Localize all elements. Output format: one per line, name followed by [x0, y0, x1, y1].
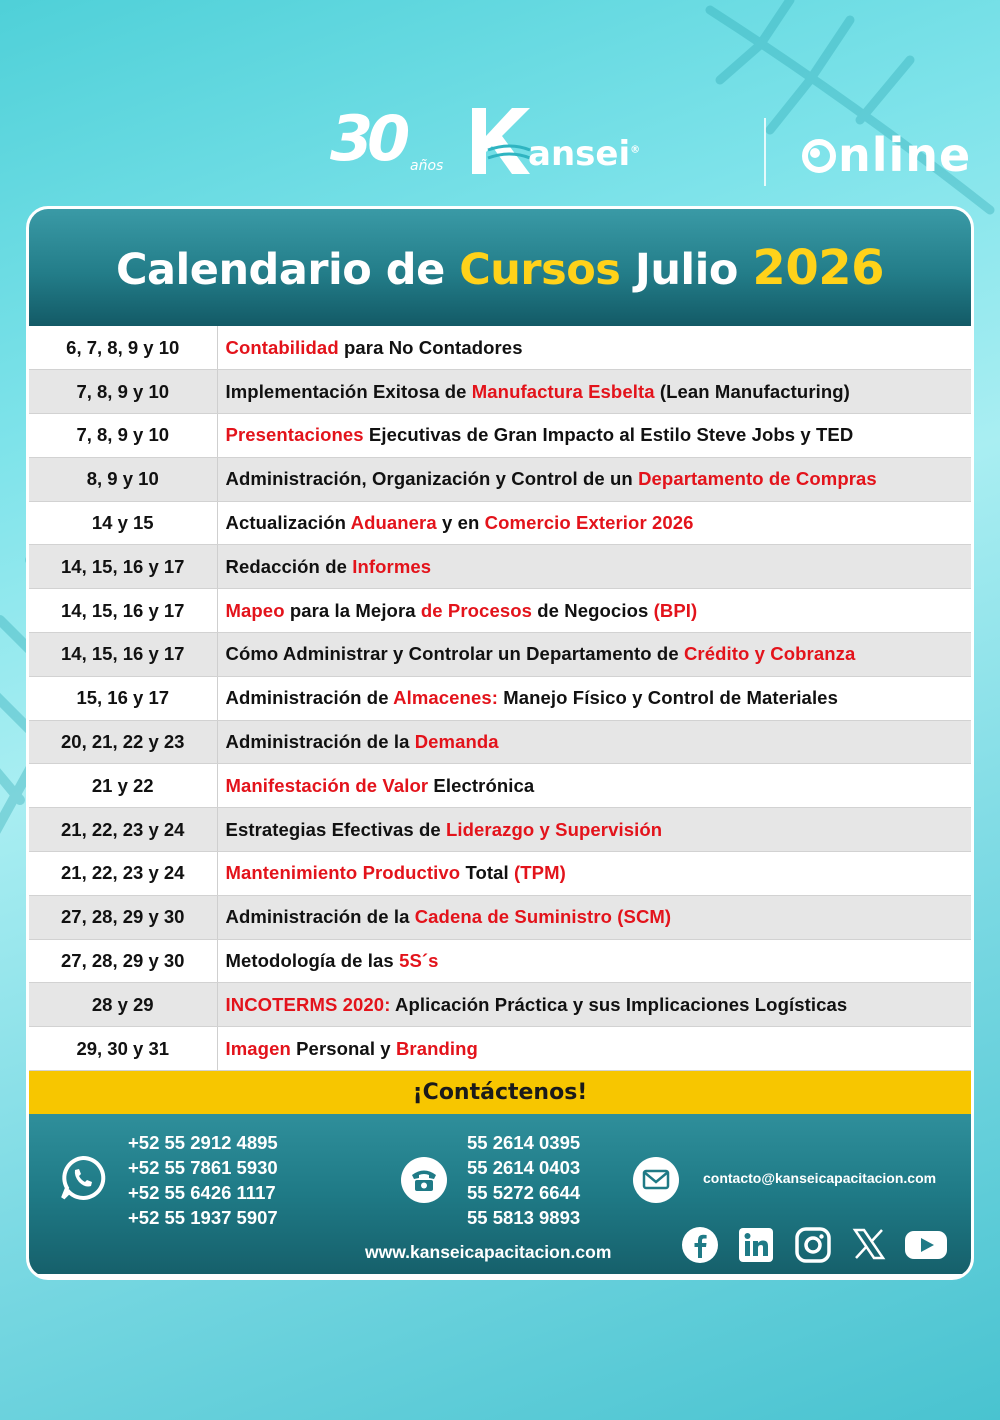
whatsapp-icon[interactable]: [59, 1154, 107, 1202]
course-row: [29, 852, 971, 896]
header: [0, 100, 1000, 190]
contact-footer: [29, 1114, 971, 1274]
whatsapp-number[interactable]: +52 55 2912 4895: [128, 1132, 278, 1154]
online-text: nline: [838, 128, 972, 182]
course-dates: 7, 8, 9 y 10: [29, 370, 217, 414]
course-title-text: de Negocios: [532, 599, 654, 621]
course-row: [29, 1027, 971, 1071]
email-link[interactable]: contacto@kanseicapacitacion.com: [703, 1170, 937, 1187]
brand-years: 30: [330, 102, 405, 175]
course-title-text: y en: [436, 512, 485, 534]
course-title-highlight: Demanda: [414, 731, 499, 753]
course-title-highlight: Manufactura Esbelta: [471, 380, 655, 402]
course-title-highlight: (BPI): [653, 599, 698, 621]
course-title-highlight: Mantenimiento Productivo: [225, 862, 461, 884]
course-row: [29, 720, 971, 764]
course-row: [29, 326, 971, 370]
whatsapp-numbers: [128, 1130, 278, 1230]
course-title: [217, 370, 971, 414]
course-title: [217, 326, 971, 370]
course-title-highlight: de Procesos: [420, 599, 533, 621]
course-title: [217, 1027, 971, 1071]
course-dates: 14 y 15: [29, 501, 217, 545]
facebook-icon[interactable]: [681, 1226, 719, 1264]
course-title-text: Administración de: [225, 687, 394, 709]
course-dates: 21, 22, 23 y 24: [29, 808, 217, 852]
registered-mark: ®: [630, 144, 641, 156]
phone-icon[interactable]: [401, 1157, 447, 1203]
course-row: [29, 808, 971, 852]
online-logo: [802, 128, 971, 182]
contact-title: ¡Contáctenos!: [412, 1080, 588, 1106]
course-row: [29, 939, 971, 983]
title-bar: [29, 209, 971, 326]
linkedin-icon[interactable]: [737, 1226, 775, 1264]
header-divider: [764, 118, 766, 186]
course-title: [217, 501, 971, 545]
course-title-text: Ejecutivas de Gran Impacto al Estilo Steve Jobs y TED: [363, 424, 854, 446]
course-title-highlight: Manifestación de Valor: [225, 774, 429, 796]
title-part: Calendario de: [115, 244, 460, 295]
course-dates: 21, 22, 23 y 24: [29, 852, 217, 896]
course-title: [217, 414, 971, 458]
course-row: [29, 633, 971, 677]
whatsapp-number[interactable]: +52 55 7861 5930: [128, 1157, 278, 1179]
course-title-highlight: Imagen: [225, 1037, 291, 1059]
course-dates: 27, 28, 29 y 30: [29, 939, 217, 983]
course-title-highlight: Liderazgo y Supervisión: [446, 818, 663, 840]
course-dates: 14, 15, 16 y 17: [29, 589, 217, 633]
course-row: [29, 764, 971, 808]
course-title-highlight: Almacenes:: [393, 687, 498, 709]
whatsapp-number[interactable]: +52 55 6426 1117: [128, 1182, 276, 1204]
course-dates: 27, 28, 29 y 30: [29, 895, 217, 939]
course-title-highlight: Presentaciones: [225, 424, 364, 446]
course-title-highlight: (TPM): [514, 862, 566, 884]
course-title: [217, 457, 971, 501]
course-title-highlight: Comercio Exterior 2026: [484, 512, 694, 534]
website-link[interactable]: www.kanseicapacitacion.com: [365, 1242, 612, 1263]
course-title-text: (Lean Manufacturing): [654, 380, 850, 402]
course-title: [217, 545, 971, 589]
course-dates: 7, 8, 9 y 10: [29, 414, 217, 458]
course-title-highlight: Crédito y Cobranza: [683, 643, 856, 665]
course-title-text: Redacción de: [225, 555, 353, 577]
course-dates: 6, 7, 8, 9 y 10: [29, 326, 217, 370]
course-title: [217, 939, 971, 983]
course-row: [29, 589, 971, 633]
phone-number[interactable]: 55 5813 9893: [467, 1207, 581, 1229]
course-title-text: Actualización: [225, 512, 351, 534]
course-title-highlight: 5S´s: [399, 950, 439, 972]
phone-numbers: [467, 1130, 580, 1230]
course-title-text: Metodología de las: [225, 950, 400, 972]
course-title-text: Electrónica: [428, 774, 535, 796]
course-dates: 21 y 22: [29, 764, 217, 808]
course-row: [29, 895, 971, 939]
course-calendar-card: [26, 206, 974, 1280]
course-title-text: Administración, Organización y Control de un: [225, 468, 639, 490]
course-dates: 15, 16 y 17: [29, 676, 217, 720]
course-title-highlight: Contabilidad: [225, 336, 339, 358]
course-dates: 14, 15, 16 y 17: [29, 633, 217, 677]
course-row: [29, 414, 971, 458]
course-title-text: Administración de la: [225, 906, 415, 928]
course-title-text: Manejo Físico y Control de Materiales: [498, 687, 838, 709]
course-row: [29, 501, 971, 545]
course-title: [217, 720, 971, 764]
course-table: [29, 326, 971, 1071]
course-dates: 14, 15, 16 y 17: [29, 545, 217, 589]
course-title-text: para la Mejora: [284, 599, 421, 621]
course-row: [29, 983, 971, 1027]
course-dates: 28 y 29: [29, 983, 217, 1027]
title-year: 2026: [752, 239, 885, 296]
course-title: [217, 633, 971, 677]
course-title-text: Cómo Administrar y Controlar un Departamento de: [225, 643, 684, 665]
contact-bar: [29, 1071, 971, 1114]
course-title-highlight: Mapeo: [225, 599, 285, 621]
phone-number[interactable]: 55 2614 0395: [467, 1132, 581, 1154]
course-title-highlight: Departamento de Compras: [638, 468, 877, 490]
course-row: [29, 457, 971, 501]
course-title-highlight: Cadena de Suministro (SCM): [414, 906, 672, 928]
course-title: [217, 589, 971, 633]
phone-number[interactable]: 55 2614 0403: [467, 1157, 581, 1179]
course-dates: 29, 30 y 31: [29, 1027, 217, 1071]
page-title: [116, 240, 884, 296]
kansei-k-logo-icon: [470, 106, 532, 176]
course-title-text: Aplicación Práctica y sus Implicaciones Logísticas: [390, 993, 848, 1015]
brand-name-text: ansei: [528, 134, 631, 174]
course-row: [29, 676, 971, 720]
course-title-highlight: Branding: [395, 1037, 478, 1059]
course-title: [217, 852, 971, 896]
brand-name: [528, 134, 640, 174]
title-part: Julio: [620, 244, 753, 295]
course-dates: 20, 21, 22 y 23: [29, 720, 217, 764]
course-title-text: para No Contadores: [338, 336, 523, 358]
course-title: [217, 808, 971, 852]
course-title-highlight: Aduanera: [350, 512, 437, 534]
course-title-text: Total: [460, 862, 515, 884]
course-title: [217, 764, 971, 808]
course-title: [217, 983, 971, 1027]
x-icon[interactable]: [851, 1226, 887, 1262]
phone-number[interactable]: 55 5272 6644: [467, 1182, 581, 1204]
brand-years-label: años: [410, 158, 444, 174]
course-title-highlight: INCOTERMS 2020:: [225, 993, 391, 1015]
youtube-icon[interactable]: [903, 1226, 949, 1264]
course-title: [217, 895, 971, 939]
course-title-highlight: Informes: [352, 555, 432, 577]
course-dates: 8, 9 y 10: [29, 457, 217, 501]
course-title-text: Estrategias Efectivas de: [225, 818, 446, 840]
course-title-text: Implementación Exitosa de: [225, 380, 472, 402]
whatsapp-number[interactable]: +52 55 1937 5907: [128, 1207, 278, 1229]
course-row: [29, 545, 971, 589]
online-globe-icon: [802, 139, 836, 173]
course-title-text: Personal y: [290, 1037, 396, 1059]
course-title: [217, 676, 971, 720]
title-highlight: Cursos: [459, 244, 621, 295]
course-title-text: Administración de la: [225, 731, 415, 753]
mail-icon[interactable]: [633, 1157, 679, 1203]
instagram-icon[interactable]: [794, 1226, 832, 1264]
course-row: [29, 370, 971, 414]
